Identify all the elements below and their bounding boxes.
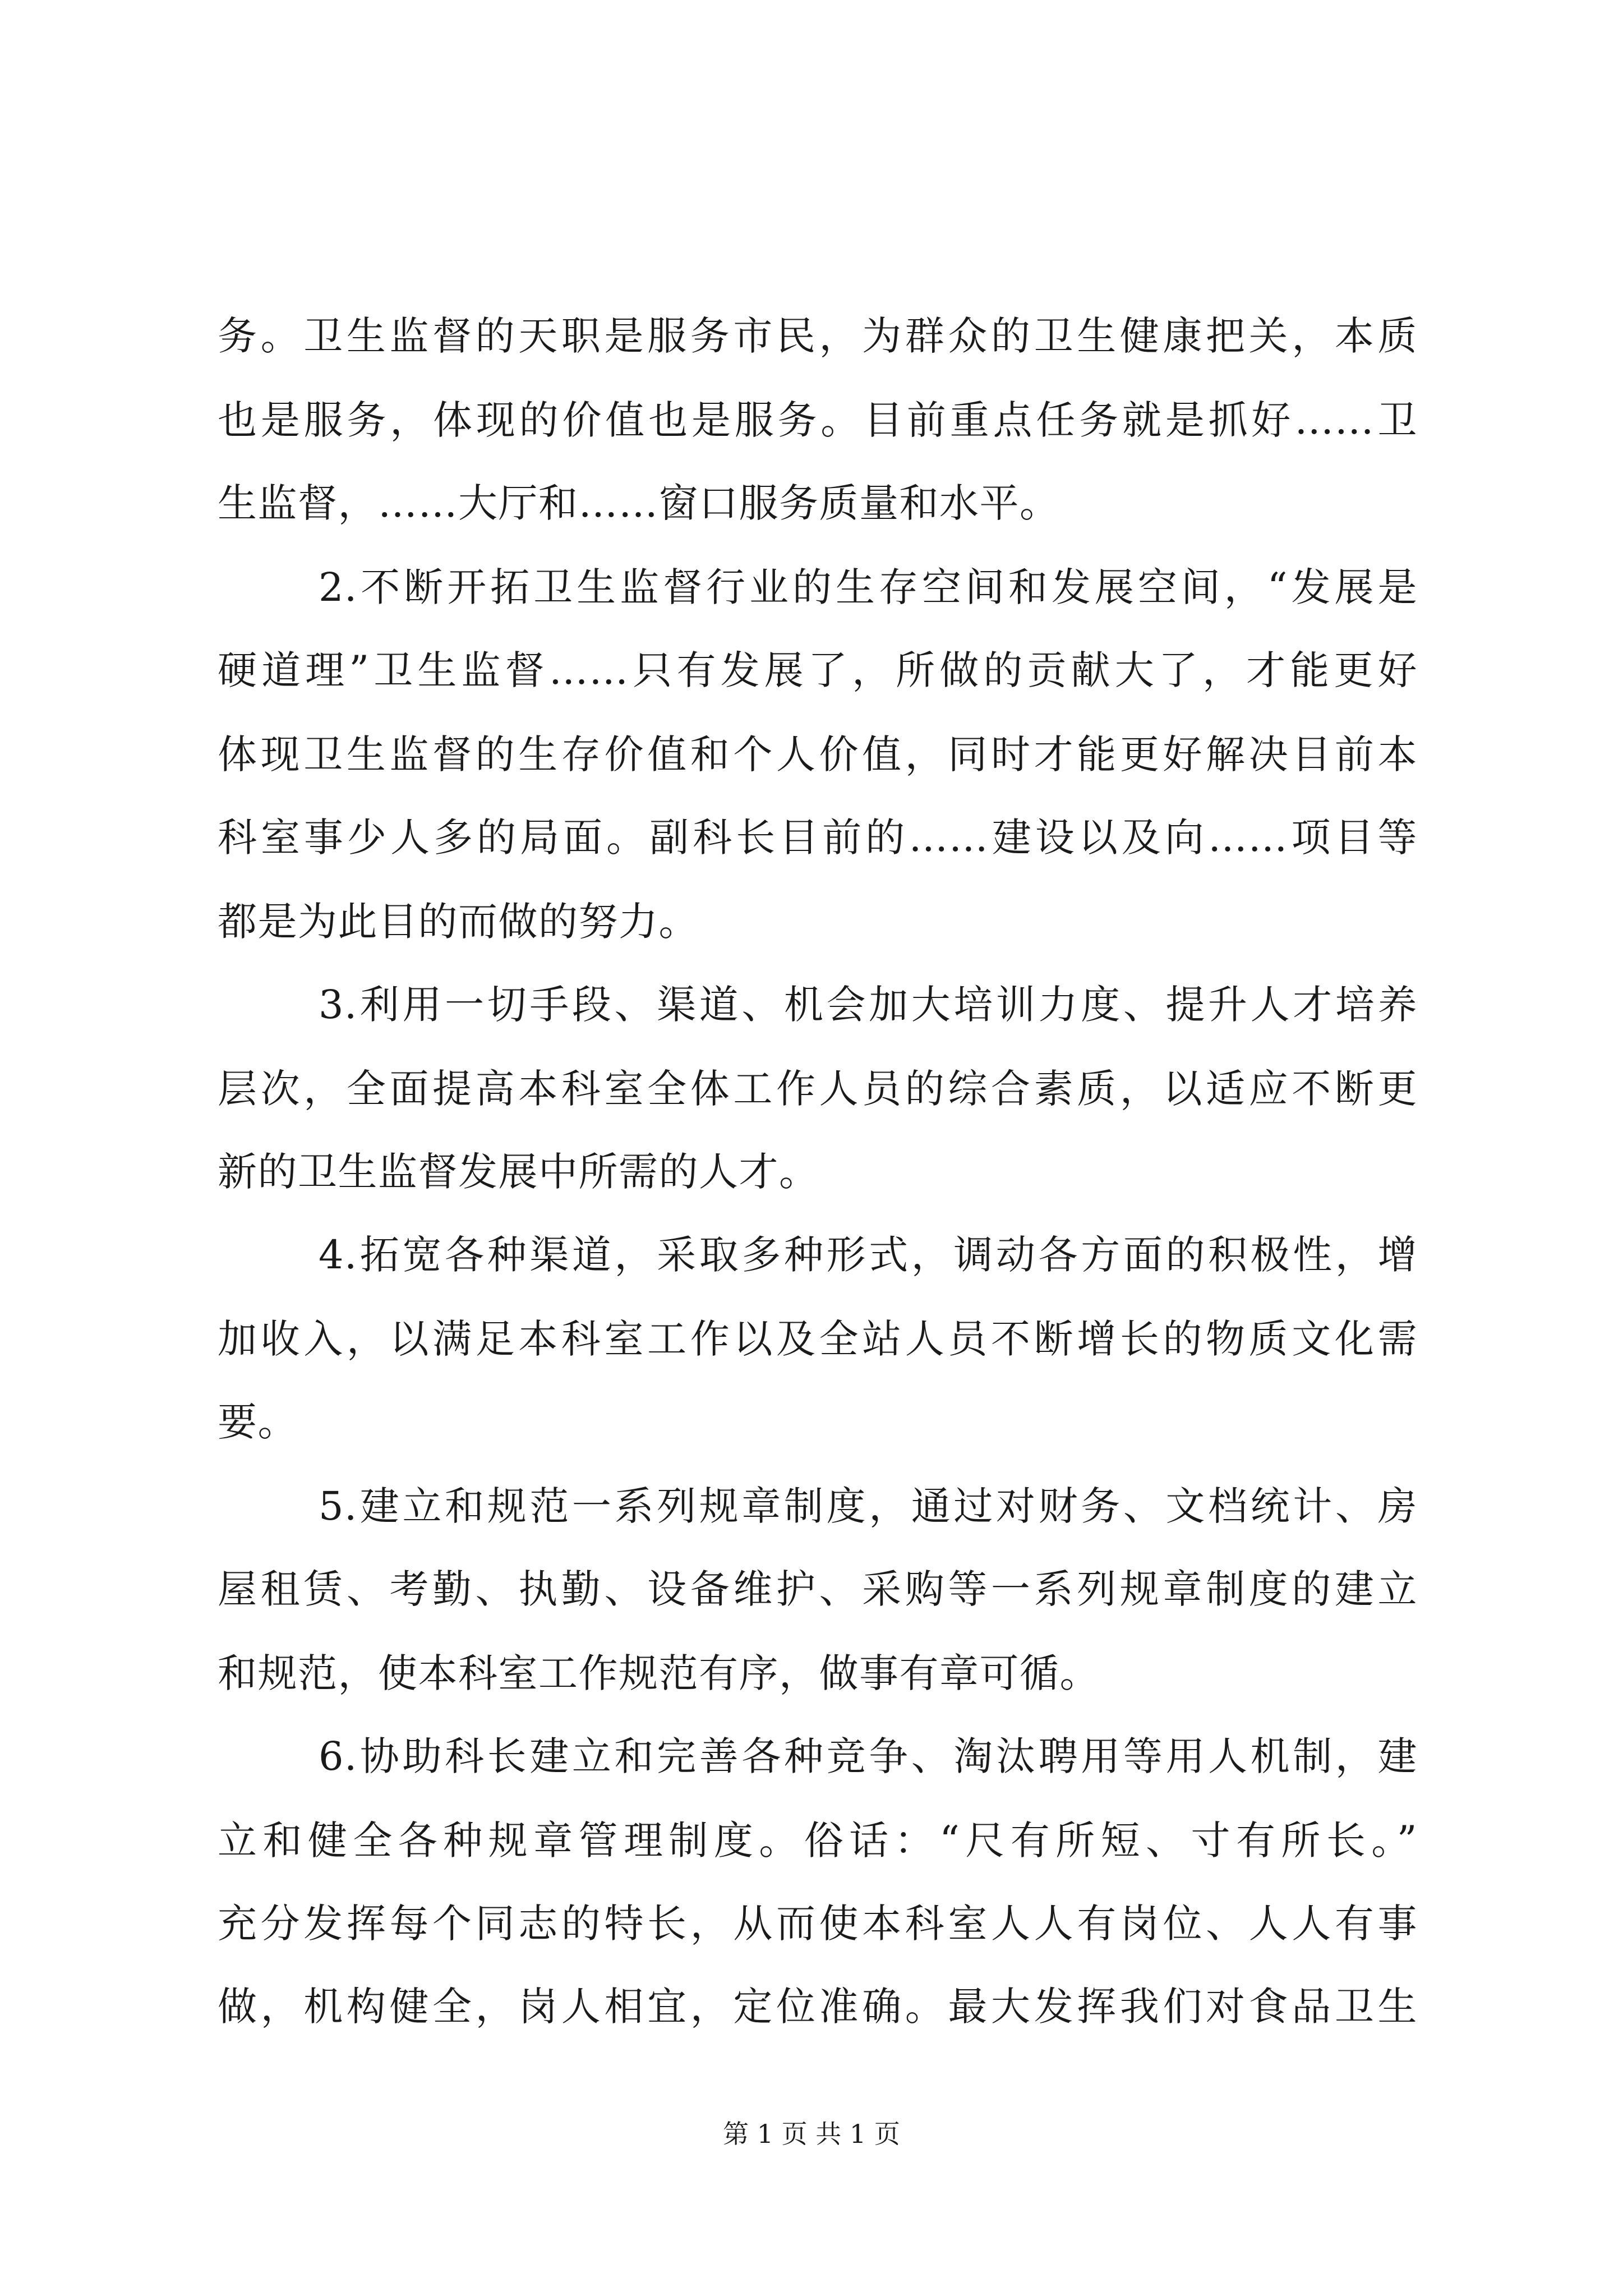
text-line: 屋租赁、考勤、执勤、设备维护、采购等一系列规章制度的建立 [218,1566,1418,1612]
paragraph-start-line: 6.协助科长建立和完善各种竞争、淘汰聘用等用人机制，建 [319,1733,1418,1779]
page-number-footer: 第 1 页 共 1 页 [723,2119,900,2149]
text-line: 都是为此目的而做的努力。 [218,899,699,945]
text-line: 层次，全面提高本科室全体工作人员的综合素质，以适应不断更 [218,1066,1418,1112]
text-line: 新的卫生监督发展中所需的人才。 [218,1149,819,1195]
text-line: 充分发挥每个同志的特长，从而使本科室人人有岗位、人人有事 [218,1901,1418,1947]
text-line: 要。 [218,1399,298,1445]
paragraph-start-line: 2.不断开拓卫生监督行业的生存空间和发展空间，“发展是 [319,564,1418,610]
text-line: 和规范，使本科室工作规范有序，做事有章可循。 [218,1650,1100,1696]
text-line: 做，机构健全，岗人相宜，定位准确。最大发挥我们对食品卫生 [218,1984,1418,2030]
paragraph-start-line: 3.利用一切手段、渠道、机会加大培训力度、提升人才培养 [319,982,1418,1028]
text-line: 加收入，以满足本科室工作以及全站人员不断增长的物质文化需 [218,1316,1418,1362]
text-line: 立和健全各种规章管理制度。俗话：“尺有所短、寸有所长。” [218,1818,1418,1864]
text-line: 也是服务，体现的价值也是服务。目前重点任务就是抓好……卫 [218,397,1418,443]
text-line: 务。卫生监督的天职是服务市民，为群众的卫生健康把关，本质 [218,313,1418,359]
paragraph-start-line: 4.拓宽各种渠道，采取多种形式，调动各方面的积极性，增 [319,1232,1418,1278]
text-line: 硬道理”卫生监督……只有发展了，所做的贡献大了，才能更好 [218,647,1418,693]
text-line: 科室事少人多的局面。副科长目前的……建设以及向……项目等 [218,815,1418,861]
text-line: 生监督，……大厅和……窗口服务质量和水平。 [218,480,1060,526]
text-line: 体现卫生监督的生存价值和个人价值，同时才能更好解决目前本 [218,731,1418,777]
paragraph-start-line: 5.建立和规范一系列规章制度，通过对财务、文档统计、房 [319,1483,1418,1529]
